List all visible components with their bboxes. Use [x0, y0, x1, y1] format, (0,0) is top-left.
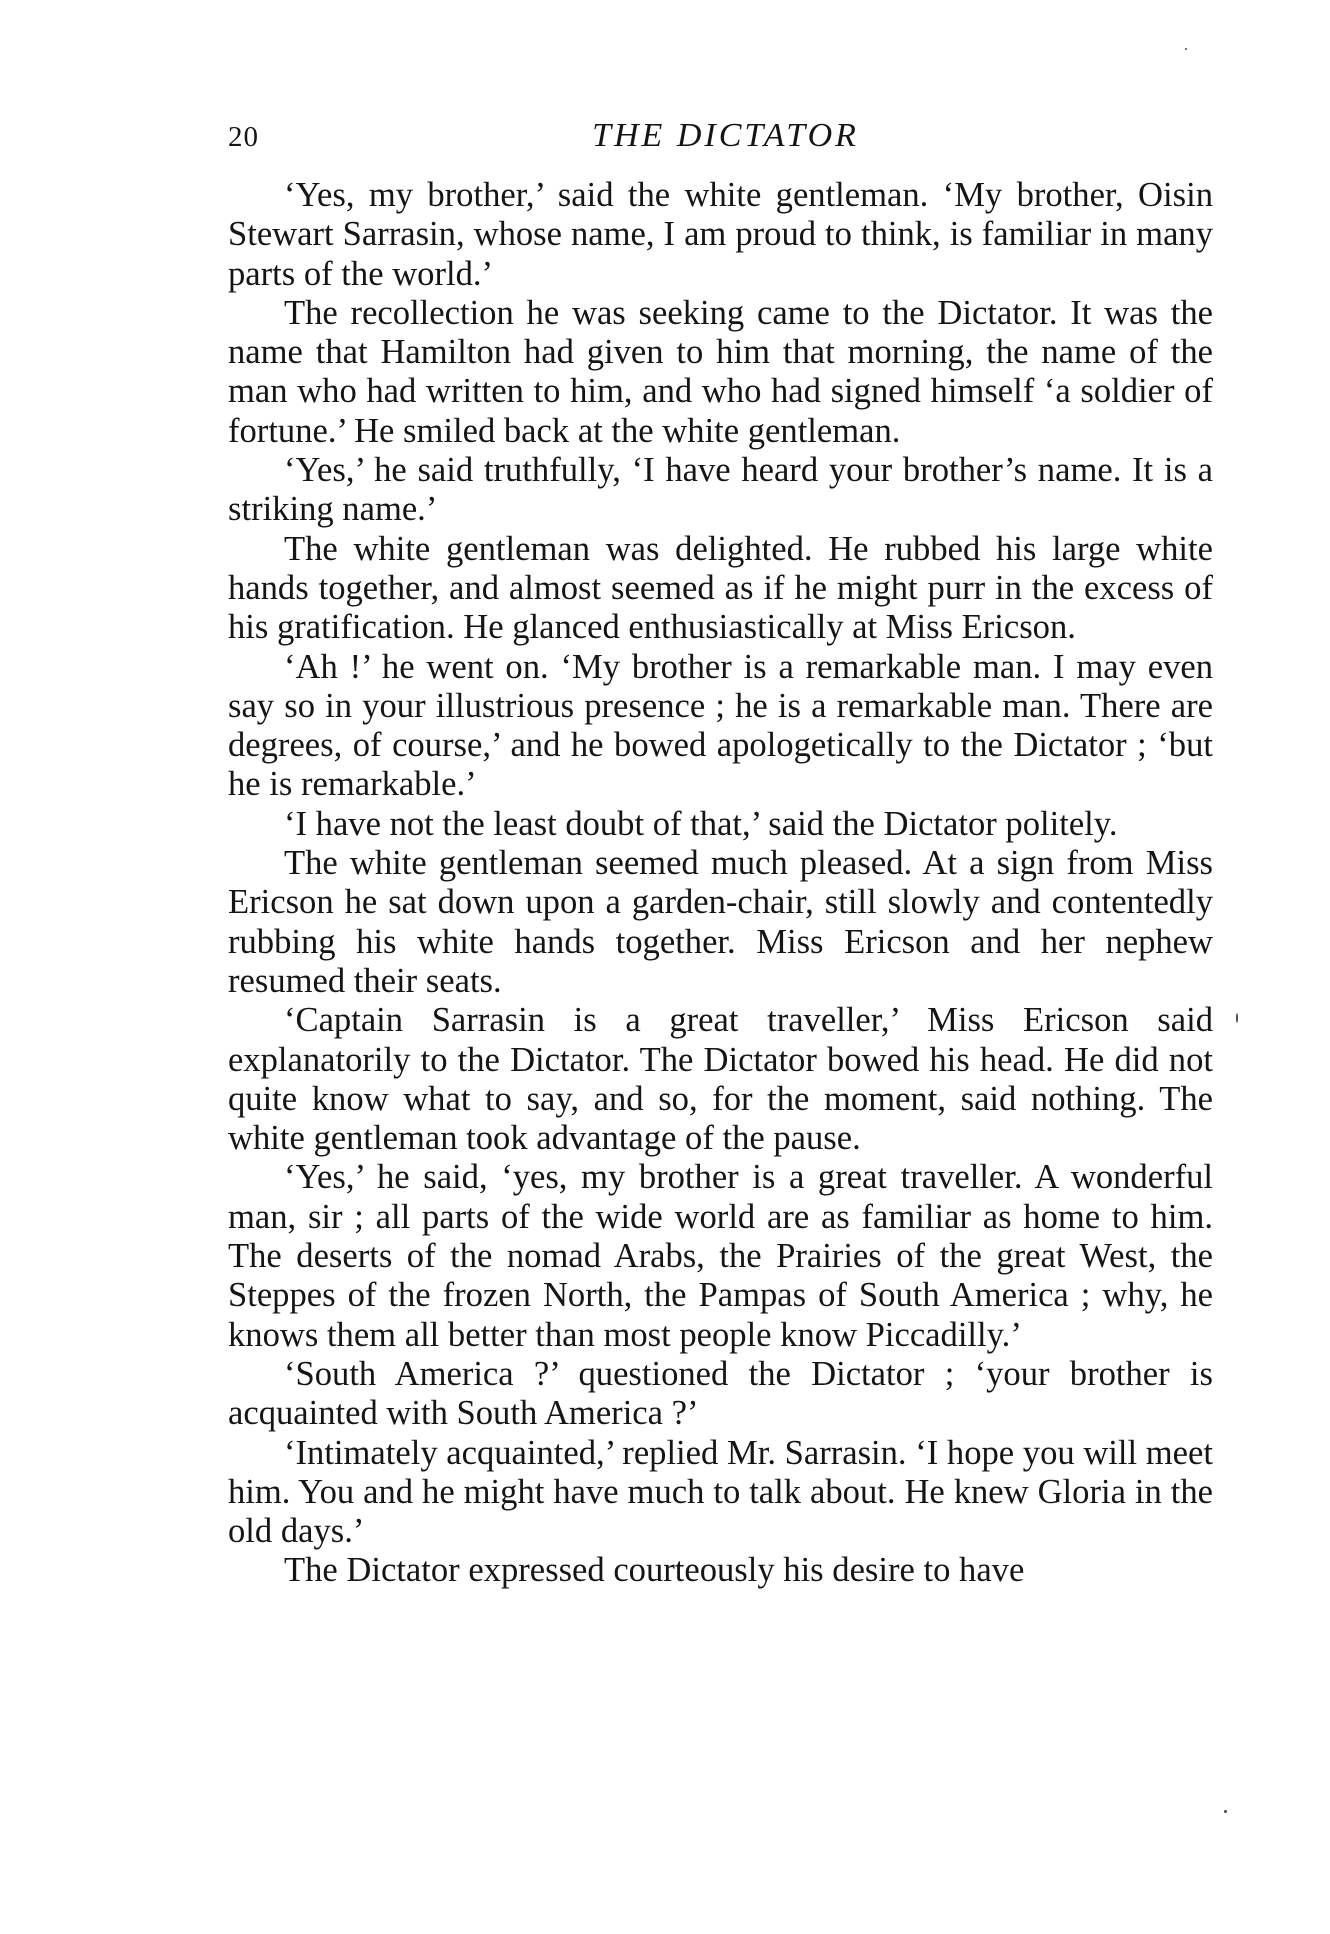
page-number: 20 [228, 121, 259, 153]
paragraph: ‘Ah !’ he went on. ‘My brother is a remarkable man. I may even say so in your illustrious presence ; he is a remarkable man. There are degrees, of course,’ and he bowed apologetically to the Dictator ; ‘but he is remarkable.’ [228, 647, 1213, 804]
paragraph: The recollection he was seeking came to the Dictator. It was the name that Hamilton had given to him that morning, the name of the man who had written to him, and who had signed himself ‘a soldier of fortune.’ He smiled back at the white gentleman. [228, 293, 1213, 450]
running-head [228, 111, 1213, 161]
scan-speck [1224, 1810, 1227, 1813]
paragraph: The white gentleman was delighted. He rubbed his large white hands together, and almost seemed as if he might purr in the excess of his gratification. He glanced enthusiastically at Miss Ericson. [228, 529, 1213, 647]
scan-speck [1236, 1013, 1238, 1023]
paragraph: The white gentleman seemed much pleased. At a sign from Miss Ericson he sat down upon a garden-chair, still slowly and contentedly rubbing his white hands together. Miss Ericson and her nephew resumed their seats. [228, 844, 1213, 1000]
paragraph: ‘Captain Sarrasin is a great traveller,’ Miss Ericson said explanatorily to the Dictator. The Dictator bowed his head. He did not quite know what to say, and so, for the moment, said nothing. The white gentleman took advantage of the pause. [228, 1001, 1213, 1158]
paragraph: ‘Yes, my brother,’ said the white gentleman. ‘My brother, Oisin Stewart Sarrasin, whose name, I am proud to think, is familiar in many parts of the world.’ [228, 176, 1213, 293]
paragraph: ‘Yes,’ he said truthfully, ‘I have heard your brother’s name. It is a striking name.’ [228, 451, 1213, 529]
scan-speck [1185, 48, 1187, 50]
body-text [228, 176, 1213, 1591]
paragraph: The Dictator expressed courteously his desire to have [284, 1551, 1025, 1590]
paragraph: ‘I have not the least doubt of that,’ said the Dictator politely. [284, 804, 1118, 843]
running-title: THE DICTATOR [592, 117, 859, 154]
paragraph: ‘South America ?’ questioned the Dictator ; ‘your brother is acquainted with South America ?’ [228, 1354, 1213, 1433]
paragraph: ‘Yes,’ he said, ‘yes, my brother is a great traveller. A wonderful man, sir ; all parts of the wide world are as familiar as home to him. The deserts of the nomad Arabs, the Prairies of the great West, the Steppes of the frozen North, the Pampas of South America ; why, he knows them all better than most people know Piccadilly.’ [228, 1158, 1213, 1354]
paragraph: ‘Intimately acquainted,’ replied Mr. Sarrasin. ‘I hope you will meet him. You and he might have much to talk about. He knew Gloria in the old days.’ [228, 1433, 1213, 1551]
